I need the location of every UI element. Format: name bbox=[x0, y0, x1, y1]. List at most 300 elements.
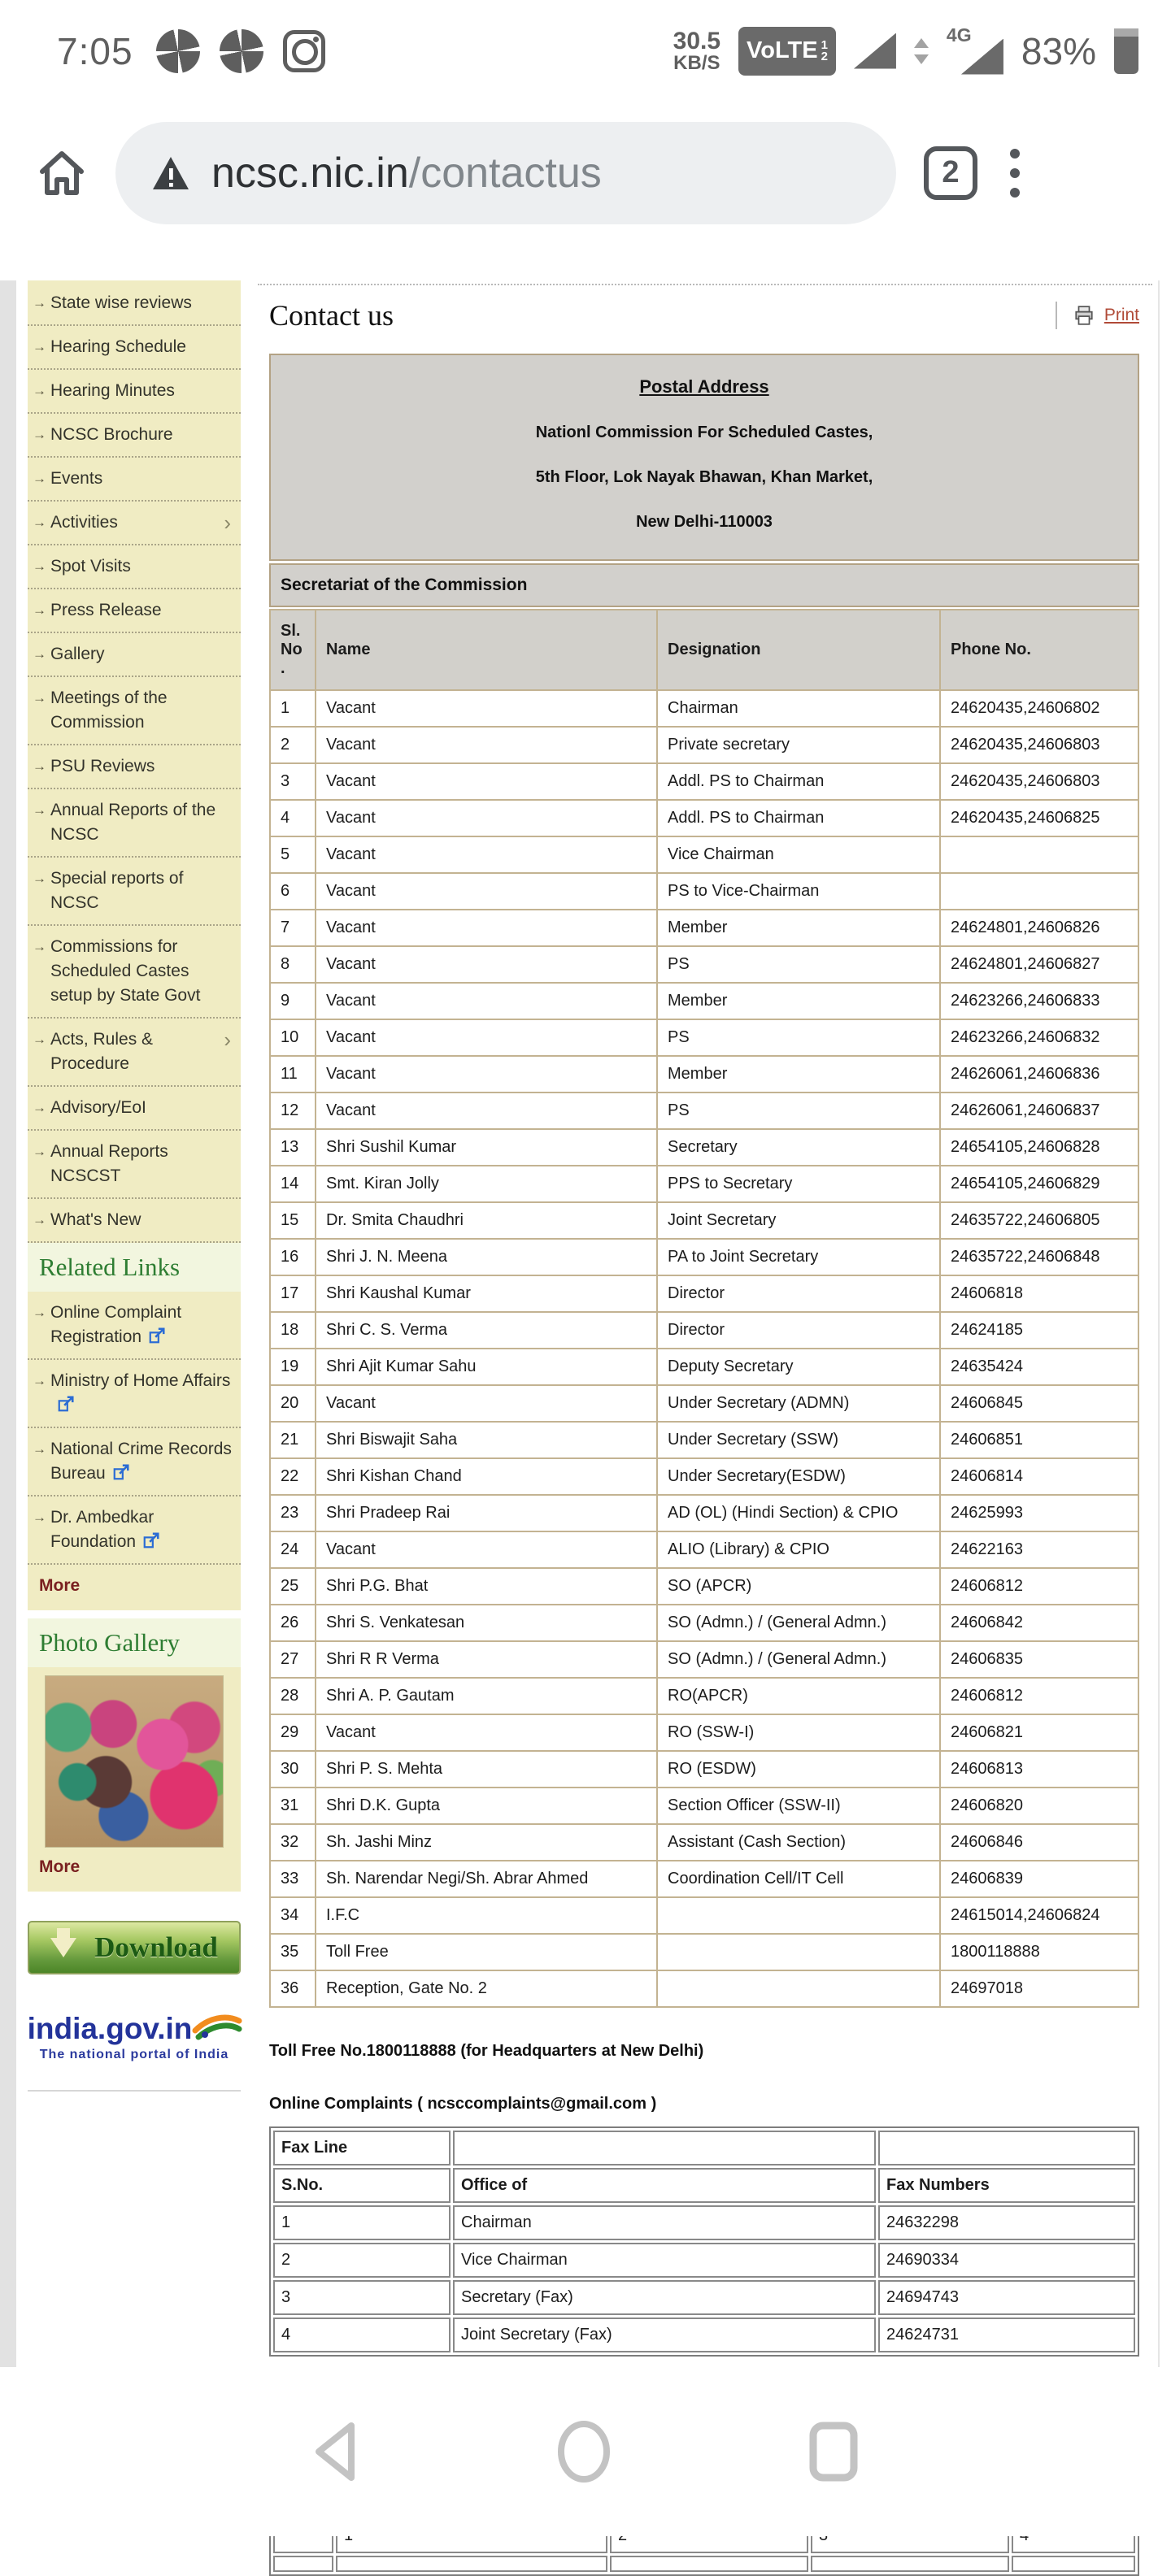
external-link-icon bbox=[148, 1327, 166, 1344]
signal-icon bbox=[854, 33, 896, 69]
home-icon[interactable] bbox=[36, 147, 88, 199]
table-cell: Shri D.K. Gupta bbox=[316, 1788, 657, 1824]
table-row bbox=[270, 1093, 1138, 1129]
arrow-bullet-icon: → bbox=[33, 646, 46, 662]
sidebar-item-label: Online Complaint Registration bbox=[50, 1303, 182, 1346]
table-cell: 1800118888 bbox=[940, 1934, 1138, 1970]
table-row bbox=[270, 1349, 1138, 1385]
sidebar bbox=[28, 280, 241, 2092]
table-row bbox=[270, 910, 1138, 946]
table-cell: 4 bbox=[270, 800, 316, 836]
table-cell: Under Secretary (SSW) bbox=[657, 1422, 940, 1458]
table-cell: 23 bbox=[270, 1495, 316, 1531]
table-row bbox=[270, 1275, 1138, 1312]
table-row bbox=[270, 1605, 1138, 1641]
table-cell bbox=[940, 873, 1138, 910]
table-cell: 19 bbox=[270, 1349, 316, 1385]
table-cell: 24635722,24606848 bbox=[940, 1239, 1138, 1275]
table-cell: Toll Free bbox=[316, 1934, 657, 1970]
download-arrow-icon bbox=[50, 1938, 76, 1957]
table-cell: 24606813 bbox=[940, 1751, 1138, 1788]
table-cell: 24606812 bbox=[940, 1568, 1138, 1605]
table-row bbox=[270, 983, 1138, 1019]
table-cell: 31 bbox=[270, 1788, 316, 1824]
pinwheel-app-icon-2 bbox=[220, 29, 263, 73]
table-row bbox=[270, 690, 1138, 727]
table-row bbox=[270, 1788, 1138, 1824]
table-cell: Member bbox=[657, 910, 940, 946]
table-cell: Vacant bbox=[316, 910, 657, 946]
table-row bbox=[270, 1422, 1138, 1458]
table-cell bbox=[940, 836, 1138, 873]
page-viewport bbox=[0, 280, 1171, 2367]
table-cell: Chairman bbox=[453, 2205, 876, 2240]
table-row bbox=[270, 1202, 1138, 1239]
india-gov-in-logo[interactable]: india.gov.in The national portal of India bbox=[28, 2012, 241, 2092]
fax-table bbox=[269, 2126, 1139, 2357]
table-cell: 24624731 bbox=[878, 2318, 1135, 2352]
table-cell: Shri Sushil Kumar bbox=[316, 1129, 657, 1166]
column-header: Fax Numbers bbox=[878, 2168, 1135, 2203]
arrow-bullet-icon: → bbox=[33, 1441, 46, 1457]
camera-app-icon bbox=[283, 30, 325, 72]
kebab-menu-icon[interactable] bbox=[1010, 149, 1020, 198]
table-row bbox=[270, 873, 1138, 910]
table-cell: Shri P. S. Mehta bbox=[316, 1751, 657, 1788]
table-cell: Shri Pradeep Rai bbox=[316, 1495, 657, 1531]
table-cell: Deputy Secretary bbox=[657, 1349, 940, 1385]
external-link-icon bbox=[112, 1463, 130, 1481]
table-cell: 24622163 bbox=[940, 1531, 1138, 1568]
photo-gallery-heading: Photo Gallery bbox=[28, 1618, 241, 1667]
table-cell: Reception, Gate No. 2 bbox=[316, 1970, 657, 2007]
arrow-bullet-icon: → bbox=[33, 1032, 46, 1047]
page-title: Contact us bbox=[269, 299, 394, 332]
sidebar-item[interactable] bbox=[28, 326, 241, 370]
table-cell: 24654105,24606829 bbox=[940, 1166, 1138, 1202]
sidebar-item[interactable] bbox=[28, 1428, 241, 1497]
table-cell: Joint Secretary bbox=[657, 1202, 940, 1239]
postal-address-title: Postal Address bbox=[639, 376, 769, 397]
arrow-bullet-icon: → bbox=[33, 515, 46, 530]
separator bbox=[1056, 302, 1057, 329]
table-cell: Vacant bbox=[316, 763, 657, 800]
arrow-bullet-icon: → bbox=[33, 939, 46, 954]
table-cell: 16 bbox=[270, 1239, 316, 1275]
sidebar-item-label: National Crime Records Bureau bbox=[50, 1440, 232, 1483]
secretariat-table bbox=[269, 609, 1139, 2008]
sidebar-item-label: Press Release bbox=[50, 601, 162, 619]
table-cell: Vice Chairman bbox=[657, 836, 940, 873]
fax-title-cell: Fax Line bbox=[273, 2131, 451, 2165]
table-cell bbox=[657, 1970, 940, 2007]
column-header: Name bbox=[316, 610, 657, 690]
table-cell: Director bbox=[657, 1275, 940, 1312]
table-cell: 24606812 bbox=[940, 1678, 1138, 1714]
table-cell: 1 bbox=[270, 690, 316, 727]
column-header: Sl.No. bbox=[270, 610, 316, 690]
table-cell bbox=[610, 2556, 808, 2572]
table-row bbox=[273, 2280, 1135, 2315]
table-cell: 6 bbox=[270, 873, 316, 910]
table-cell: Under Secretary (ADMN) bbox=[657, 1385, 940, 1422]
sidebar-item[interactable] bbox=[28, 458, 241, 502]
table-cell: 24697018 bbox=[940, 1970, 1138, 2007]
table-cell: 24626061,24606837 bbox=[940, 1093, 1138, 1129]
table-cell: RO (SSW-I) bbox=[657, 1714, 940, 1751]
table-cell: Vacant bbox=[316, 800, 657, 836]
table-cell: 24606851 bbox=[940, 1422, 1138, 1458]
sidebar-item-label: Annual Reports of the NCSC bbox=[50, 801, 216, 844]
arrow-bullet-icon: → bbox=[33, 383, 46, 398]
table-cell: Vacant bbox=[316, 690, 657, 727]
table-cell: 3 bbox=[273, 2280, 451, 2315]
page-right-edge bbox=[1158, 280, 1160, 2367]
table-cell: 24606835 bbox=[940, 1641, 1138, 1678]
table-row bbox=[270, 1751, 1138, 1788]
table-cell: Shri Biswajit Saha bbox=[316, 1422, 657, 1458]
table-cell: 26 bbox=[270, 1605, 316, 1641]
sidebar-item[interactable] bbox=[28, 282, 241, 326]
chevron-right-icon: › bbox=[224, 1027, 231, 1052]
table-cell: 24606818 bbox=[940, 1275, 1138, 1312]
table-row bbox=[270, 1641, 1138, 1678]
related-links-heading: Related Links bbox=[28, 1243, 241, 1292]
table-cell: 13 bbox=[270, 1129, 316, 1166]
table-cell: 24620435,24606803 bbox=[940, 763, 1138, 800]
table-cell: RO(APCR) bbox=[657, 1678, 940, 1714]
table-cell: Vacant bbox=[316, 727, 657, 763]
table-cell: 7 bbox=[270, 910, 316, 946]
table-cell: PPS to Secretary bbox=[657, 1166, 940, 1202]
table-row bbox=[273, 2318, 1135, 2352]
sidebar-item-label: Gallery bbox=[50, 645, 105, 663]
table-row bbox=[270, 1531, 1138, 1568]
table-row bbox=[270, 1970, 1138, 2007]
table-cell: 24654105,24606828 bbox=[940, 1129, 1138, 1166]
table-cell: 34 bbox=[270, 1897, 316, 1934]
warning-icon bbox=[151, 155, 190, 191]
photo-gallery-thumbnail[interactable] bbox=[45, 1675, 224, 1848]
table-cell: 24615014,24606824 bbox=[940, 1897, 1138, 1934]
sidebar-item-label: Dr. Ambedkar Foundation bbox=[50, 1505, 234, 1554]
table-cell: Shri Ajit Kumar Sahu bbox=[316, 1349, 657, 1385]
table-cell: 21 bbox=[270, 1422, 316, 1458]
arrow-bullet-icon: → bbox=[33, 1510, 46, 1525]
table-cell: Vacant bbox=[316, 1531, 657, 1568]
table-cell: Vacant bbox=[316, 983, 657, 1019]
chevron-right-icon: › bbox=[224, 510, 231, 535]
table-cell: 12 bbox=[270, 1093, 316, 1129]
online-complaints-note: Online Complaints ( ncsccomplaints@gmail.com ) bbox=[269, 2095, 657, 2113]
sidebar-item[interactable] bbox=[28, 1131, 241, 1199]
column-header: S.No. bbox=[273, 2168, 451, 2203]
url-host: ncsc.nic.in bbox=[211, 149, 409, 197]
table-cell: Vacant bbox=[316, 946, 657, 983]
sidebar-item[interactable] bbox=[28, 677, 241, 745]
table-cell: 24606845 bbox=[940, 1385, 1138, 1422]
table-cell: 3 bbox=[270, 763, 316, 800]
clock: 7:05 bbox=[57, 29, 133, 72]
column-header: Office of bbox=[453, 2168, 876, 2203]
table-row bbox=[273, 2243, 1135, 2278]
tab-count-box[interactable]: 2 bbox=[924, 146, 977, 200]
table-cell: Vacant bbox=[316, 873, 657, 910]
table-cell: Shri Kaushal Kumar bbox=[316, 1275, 657, 1312]
table-cell: Vacant bbox=[316, 1093, 657, 1129]
postal-address-line: Nationl Commission For Scheduled Castes, bbox=[535, 424, 873, 441]
battery-percent: 83% bbox=[1021, 29, 1096, 72]
table-row bbox=[270, 1897, 1138, 1934]
photo-gallery-block bbox=[28, 1618, 241, 1892]
table-cell: 24624801,24606827 bbox=[940, 946, 1138, 983]
table-row bbox=[270, 1239, 1138, 1275]
table-row bbox=[270, 1129, 1138, 1166]
sidebar-item[interactable] bbox=[28, 858, 241, 926]
arrow-bullet-icon: → bbox=[33, 690, 46, 706]
page-left-edge bbox=[0, 280, 16, 2367]
table-cell: Section Officer (SSW-II) bbox=[657, 1788, 940, 1824]
table-cell: 10 bbox=[270, 1019, 316, 1056]
table-cell: Shri S. Venkatesan bbox=[316, 1605, 657, 1641]
table-header-row bbox=[270, 610, 1138, 690]
table-cell: 5 bbox=[270, 836, 316, 873]
sidebar-item[interactable] bbox=[28, 789, 241, 858]
table-cell: 24632298 bbox=[878, 2205, 1135, 2240]
sidebar-item[interactable] bbox=[28, 1360, 241, 1428]
sidebar-item[interactable] bbox=[28, 745, 241, 789]
related-links-list bbox=[28, 1292, 241, 1565]
table-cell: Private secretary bbox=[657, 727, 940, 763]
arrow-bullet-icon: → bbox=[33, 758, 46, 774]
table-cell: Secretary (Fax) bbox=[453, 2280, 876, 2315]
table-cell: 24624801,24606826 bbox=[940, 910, 1138, 946]
table-cell: Vice Chairman bbox=[453, 2243, 876, 2278]
table-cell: 22 bbox=[270, 1458, 316, 1495]
table-cell: Director bbox=[657, 1312, 940, 1349]
arrow-bullet-icon: → bbox=[33, 1100, 46, 1115]
sidebar-item-label: Special reports of NCSC bbox=[50, 869, 184, 912]
sidebar-item-label: What's New bbox=[50, 1210, 141, 1229]
sidebar-item-label: Hearing Schedule bbox=[50, 337, 186, 356]
main-content bbox=[258, 284, 1152, 2576]
table-row bbox=[270, 946, 1138, 983]
postal-address-line: 5th Floor, Lok Nayak Bhawan, Khan Market, bbox=[535, 468, 873, 486]
table-cell: 20 bbox=[270, 1385, 316, 1422]
table-cell: Shri P.G. Bhat bbox=[316, 1568, 657, 1605]
table-cell bbox=[657, 1897, 940, 1934]
table-cell: Shri Kishan Chand bbox=[316, 1458, 657, 1495]
photo-gallery-more-link[interactable]: More bbox=[39, 1857, 81, 1876]
table-cell: 24623266,24606832 bbox=[940, 1019, 1138, 1056]
table-cell: RO (ESDW) bbox=[657, 1751, 940, 1788]
sidebar-nav-list bbox=[28, 282, 241, 1243]
table-row bbox=[270, 1824, 1138, 1861]
table-cell: Sh. Narendar Negi/Sh. Abrar Ahmed bbox=[316, 1861, 657, 1897]
sidebar-item[interactable] bbox=[28, 370, 241, 414]
related-links-more-link[interactable]: More bbox=[39, 1576, 81, 1595]
sidebar-item[interactable] bbox=[28, 545, 241, 589]
sidebar-item[interactable] bbox=[28, 502, 241, 545]
column-header: Phone No. bbox=[940, 610, 1138, 690]
table-cell: Vacant bbox=[316, 1056, 657, 1093]
table-cell bbox=[273, 2556, 333, 2572]
table-row bbox=[270, 727, 1138, 763]
table-cell: 24606814 bbox=[940, 1458, 1138, 1495]
browser-toolbar bbox=[0, 93, 1171, 252]
arrow-bullet-icon: → bbox=[33, 1144, 46, 1159]
android-navigation-bar bbox=[0, 2367, 1171, 2536]
url-path: /contactus bbox=[408, 149, 602, 197]
table-row bbox=[270, 1678, 1138, 1714]
table-cell: PS bbox=[657, 1019, 940, 1056]
table-cell: Assistant (Cash Section) bbox=[657, 1824, 940, 1861]
table-cell: Joint Secretary (Fax) bbox=[453, 2318, 876, 2352]
table-cell: 24606842 bbox=[940, 1605, 1138, 1641]
table-cell: 24635722,24606805 bbox=[940, 1202, 1138, 1239]
sidebar-item-label: Annual Reports NCSCST bbox=[50, 1142, 168, 1185]
arrow-bullet-icon: → bbox=[33, 802, 46, 818]
table-row bbox=[270, 763, 1138, 800]
arrow-bullet-icon: → bbox=[33, 295, 46, 311]
table-cell: Addl. PS to Chairman bbox=[657, 800, 940, 836]
table-row bbox=[270, 800, 1138, 836]
arrow-bullet-icon: → bbox=[33, 339, 46, 354]
url-bar[interactable] bbox=[115, 122, 896, 224]
sidebar-item-label: Events bbox=[50, 469, 103, 488]
table-cell: Shri C. S. Verma bbox=[316, 1312, 657, 1349]
table-cell: 2 bbox=[273, 2243, 451, 2278]
fax-title-row bbox=[273, 2131, 1135, 2165]
table-cell: 11 bbox=[270, 1056, 316, 1093]
print-link[interactable]: Print bbox=[1104, 306, 1139, 324]
table-cell: 24 bbox=[270, 1531, 316, 1568]
nav-recents-icon[interactable] bbox=[805, 2419, 862, 2484]
sidebar-item[interactable] bbox=[28, 1087, 241, 1131]
sidebar-item[interactable] bbox=[28, 1019, 241, 1087]
table-row bbox=[270, 1166, 1138, 1202]
table-cell: 8 bbox=[270, 946, 316, 983]
table-cell: I.F.C bbox=[316, 1897, 657, 1934]
table-cell: Sh. Jashi Minz bbox=[316, 1824, 657, 1861]
download-button[interactable]: Download bbox=[28, 1921, 241, 1974]
table-row bbox=[270, 1056, 1138, 1093]
table-header-row bbox=[273, 2168, 1135, 2203]
pinwheel-app-icon bbox=[156, 29, 200, 73]
table-cell: Addl. PS to Chairman bbox=[657, 763, 940, 800]
sidebar-item[interactable] bbox=[28, 1292, 241, 1360]
table-cell: 24606821 bbox=[940, 1714, 1138, 1751]
table-cell bbox=[336, 2556, 607, 2572]
table-cell: 4 bbox=[273, 2318, 451, 2352]
table-row bbox=[270, 836, 1138, 873]
table-cell: 24620435,24606802 bbox=[940, 690, 1138, 727]
external-link-icon bbox=[142, 1531, 160, 1549]
table-cell: 2 bbox=[270, 727, 316, 763]
table-cell: 25 bbox=[270, 1568, 316, 1605]
postal-address-panel bbox=[269, 354, 1139, 561]
table-cell bbox=[1012, 2556, 1135, 2572]
table-cell: Vacant bbox=[316, 1019, 657, 1056]
printer-icon bbox=[1073, 305, 1095, 326]
table-row bbox=[270, 1714, 1138, 1751]
arrow-bullet-icon: → bbox=[33, 871, 46, 886]
table-cell: Member bbox=[657, 983, 940, 1019]
table-row bbox=[270, 1019, 1138, 1056]
table-cell: 35 bbox=[270, 1934, 316, 1970]
sidebar-item[interactable] bbox=[28, 926, 241, 1019]
sidebar-item[interactable] bbox=[28, 414, 241, 458]
table-cell: 1 bbox=[273, 2205, 451, 2240]
sidebar-item-label: PSU Reviews bbox=[50, 757, 155, 775]
sidebar-item-label: Meetings of the Commission bbox=[50, 689, 168, 732]
table-cell: Vacant bbox=[316, 1714, 657, 1751]
table-cell: 24635424 bbox=[940, 1349, 1138, 1385]
sidebar-item-label: Advisory/EoI bbox=[50, 1098, 146, 1117]
postal-address-line: New Delhi-110003 bbox=[636, 513, 773, 531]
table-cell: SO (Admn.) / (General Admn.) bbox=[657, 1605, 940, 1641]
table-cell: 24606820 bbox=[940, 1788, 1138, 1824]
table-row bbox=[273, 2205, 1135, 2240]
table-cell: Vacant bbox=[316, 1385, 657, 1422]
sidebar-item-label: Activities bbox=[50, 513, 118, 532]
table-cell: 24690334 bbox=[878, 2243, 1135, 2278]
sidebar-item-label: Spot Visits bbox=[50, 557, 131, 576]
table-cell: SO (APCR) bbox=[657, 1568, 940, 1605]
data-arrows-icon bbox=[914, 38, 929, 64]
table-cell: Secretary bbox=[657, 1129, 940, 1166]
table-cell: Shri J. N. Meena bbox=[316, 1239, 657, 1275]
sidebar-nav-block bbox=[28, 280, 241, 1610]
secretariat-heading: Secretariat of the Commission bbox=[269, 563, 1139, 607]
table-cell: ALIO (Library) & CPIO bbox=[657, 1531, 940, 1568]
table-cell: PS bbox=[657, 1093, 940, 1129]
table-row bbox=[270, 1495, 1138, 1531]
table-cell: 36 bbox=[270, 1970, 316, 2007]
table-cell: 28 bbox=[270, 1678, 316, 1714]
column-header: Designation bbox=[657, 610, 940, 690]
table-cell: 24606839 bbox=[940, 1861, 1138, 1897]
table-cell: 24625993 bbox=[940, 1495, 1138, 1531]
nav-home-icon[interactable] bbox=[551, 2419, 616, 2484]
table-cell: 30 bbox=[270, 1751, 316, 1788]
table-row bbox=[273, 2556, 1135, 2572]
india-flag-icon bbox=[194, 2013, 241, 2045]
table-row bbox=[270, 1385, 1138, 1422]
table-cell: Member bbox=[657, 1056, 940, 1093]
sidebar-item[interactable] bbox=[28, 1497, 241, 1565]
sidebar-item[interactable] bbox=[28, 633, 241, 677]
4g-signal-icon: 4G bbox=[947, 28, 1003, 75]
table-cell bbox=[811, 2556, 1009, 2572]
table-cell: 24620435,24606825 bbox=[940, 800, 1138, 836]
table-cell: PS bbox=[657, 946, 940, 983]
sidebar-item[interactable] bbox=[28, 589, 241, 633]
arrow-bullet-icon: → bbox=[33, 471, 46, 486]
arrow-bullet-icon: → bbox=[33, 1373, 46, 1388]
sidebar-item[interactable] bbox=[28, 1199, 241, 1243]
nav-back-icon[interactable] bbox=[309, 2419, 363, 2484]
table-cell: 24623266,24606833 bbox=[940, 983, 1138, 1019]
network-speed: 30.5 KB/S bbox=[673, 27, 721, 74]
table-row bbox=[270, 1861, 1138, 1897]
external-link-icon bbox=[57, 1395, 75, 1413]
table-cell: 14 bbox=[270, 1166, 316, 1202]
table-cell: 33 bbox=[270, 1861, 316, 1897]
table-cell: Coordination Cell/IT Cell bbox=[657, 1861, 940, 1897]
table-cell: Under Secretary(ESDW) bbox=[657, 1458, 940, 1495]
table-cell: 24620435,24606803 bbox=[940, 727, 1138, 763]
